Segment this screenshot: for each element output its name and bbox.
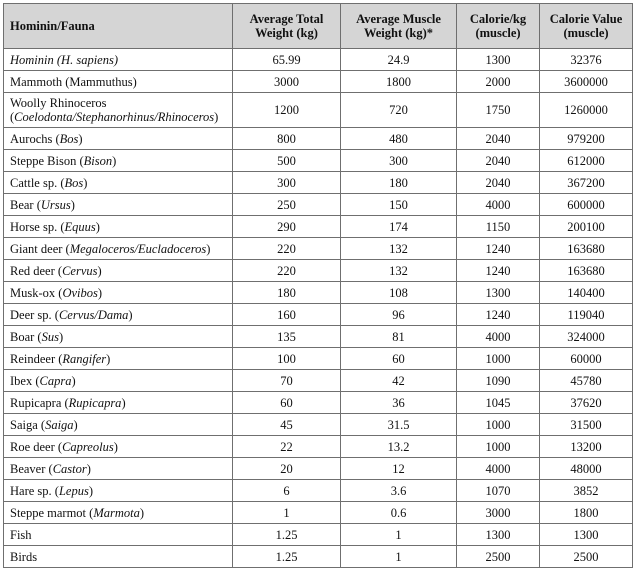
average-total-weight-cell: 300	[233, 172, 341, 194]
calorie-value-cell: 45780	[540, 370, 633, 392]
table-row	[4, 260, 633, 282]
species-name-cell	[4, 128, 233, 150]
species-common-text: Woolly Rhinoceros	[10, 96, 107, 110]
species-common-text: Ibex (	[10, 373, 40, 388]
header-average-total-weight: Average Total Weight (kg)	[233, 4, 341, 49]
average-muscle-weight-cell: 24.9	[341, 49, 457, 71]
species-common-text: )	[128, 307, 133, 322]
average-muscle-weight-cell: 60	[341, 348, 457, 370]
species-common-text: Musk-ox (	[10, 285, 63, 300]
species-genus-text: Equus	[64, 219, 96, 234]
species-common-text: Boar (	[10, 329, 42, 344]
species-name-cell	[4, 370, 233, 392]
species-genus-text: Lepus	[58, 483, 89, 498]
species-name-cell	[4, 71, 233, 93]
average-total-weight-cell: 135	[233, 326, 341, 348]
species-name-cell	[4, 326, 233, 348]
calorie-per-kg-cell: 4000	[457, 326, 540, 348]
species-common-text: Red deer (	[10, 263, 63, 278]
average-total-weight-cell: 250	[233, 194, 341, 216]
calorie-per-kg-cell: 2000	[457, 71, 540, 93]
species-name-cell	[4, 150, 233, 172]
average-total-weight-cell: 800	[233, 128, 341, 150]
species-common-text: Birds	[10, 549, 38, 564]
calorie-per-kg-cell: 1240	[457, 238, 540, 260]
species-name-cell	[4, 216, 233, 238]
table-row	[4, 71, 633, 93]
calorie-per-kg-cell: 2040	[457, 172, 540, 194]
species-common-text: Steppe Bison (	[10, 153, 84, 168]
average-muscle-weight-cell: 108	[341, 282, 457, 304]
table-row	[4, 194, 633, 216]
species-genus-text: Rupicapra	[68, 395, 122, 410]
species-common-text: )	[106, 351, 111, 366]
calorie-value-cell: 324000	[540, 326, 633, 348]
table-row	[4, 172, 633, 194]
species-name-cell	[4, 194, 233, 216]
table-row	[4, 458, 633, 480]
calorie-value-cell: 1800	[540, 502, 633, 524]
average-muscle-weight-cell: 150	[341, 194, 457, 216]
calorie-value-cell: 200100	[540, 216, 633, 238]
calorie-value-cell: 60000	[540, 348, 633, 370]
species-genus-text: )	[113, 52, 118, 67]
species-common-text: )	[95, 219, 100, 234]
calorie-value-cell: 3600000	[540, 71, 633, 93]
species-common-text: )	[70, 197, 75, 212]
table-row	[4, 326, 633, 348]
species-genus-text: H. sapiens	[61, 52, 114, 67]
species-common-text: )	[121, 395, 126, 410]
species-genus-text: Bison	[83, 153, 113, 168]
header-average-muscle-weight: Average Muscle Weight (kg)*	[341, 4, 457, 49]
species-common-text: Cattle sp. (	[10, 175, 65, 190]
species-common-text: )	[86, 461, 91, 476]
average-total-weight-cell: 65.99	[233, 49, 341, 71]
table-row	[4, 93, 633, 128]
species-name-cell	[4, 49, 233, 71]
average-total-weight-cell: 1	[233, 502, 341, 524]
average-muscle-weight-cell: 3.6	[341, 480, 457, 502]
species-genus-text: Capreolus	[62, 439, 114, 454]
species-common-text: )	[97, 285, 103, 300]
average-muscle-weight-cell: 1	[341, 524, 457, 546]
calorie-per-kg-cell: 1150	[457, 216, 540, 238]
calorie-per-kg-cell: 2040	[457, 150, 540, 172]
average-total-weight-cell: 100	[233, 348, 341, 370]
calorie-per-kg-cell: 3000	[457, 502, 540, 524]
table-row	[4, 414, 633, 436]
table-body	[4, 49, 633, 568]
species-common-text: )	[206, 241, 211, 256]
table-row	[4, 238, 633, 260]
species-common-text: )	[73, 417, 78, 432]
average-muscle-weight-cell: 132	[341, 238, 457, 260]
average-total-weight-cell: 1.25	[233, 546, 341, 568]
header-hominin-fauna: Hominin/Fauna	[4, 4, 233, 49]
species-name-cell	[4, 172, 233, 194]
average-total-weight-cell: 60	[233, 392, 341, 414]
table-row	[4, 524, 633, 546]
average-muscle-weight-cell: 81	[341, 326, 457, 348]
calorie-per-kg-cell: 2040	[457, 128, 540, 150]
calorie-per-kg-cell: 1300	[457, 524, 540, 546]
species-common-text: Deer sp. (	[10, 307, 59, 322]
average-total-weight-cell: 22	[233, 436, 341, 458]
species-common-text: )	[78, 131, 83, 146]
average-muscle-weight-cell: 180	[341, 172, 457, 194]
average-total-weight-cell: 20	[233, 458, 341, 480]
calorie-per-kg-cell: 4000	[457, 194, 540, 216]
species-genus-text: Saiga	[45, 417, 74, 432]
species-common-text: Bear (	[10, 197, 41, 212]
species-common-text: Steppe marmot (	[10, 505, 94, 520]
average-muscle-weight-cell: 1800	[341, 71, 457, 93]
header-calorie-per-kg: Calorie/kg (muscle)	[457, 4, 540, 49]
species-common-text: )	[58, 329, 64, 344]
average-muscle-weight-cell: 1	[341, 546, 457, 568]
calorie-value-cell: 13200	[540, 436, 633, 458]
calorie-per-kg-cell: 1045	[457, 392, 540, 414]
average-muscle-weight-cell: 96	[341, 304, 457, 326]
species-genus-text: Rangifer	[62, 351, 107, 366]
table-row	[4, 546, 633, 568]
average-total-weight-cell: 1.25	[233, 524, 341, 546]
species-common-text: )	[113, 439, 118, 454]
calorie-value-cell: 48000	[540, 458, 633, 480]
calorie-value-cell: 3852	[540, 480, 633, 502]
species-name-cell	[4, 480, 233, 502]
average-total-weight-cell: 290	[233, 216, 341, 238]
species-common-text: Mammoth (Mammuthus)	[10, 74, 137, 89]
table-row	[4, 282, 633, 304]
table-row	[4, 150, 633, 172]
calorie-value-cell: 163680	[540, 238, 633, 260]
calorie-value-cell: 1260000	[540, 93, 633, 128]
species-name-cell	[4, 546, 233, 568]
calorie-value-cell: 612000	[540, 150, 633, 172]
average-muscle-weight-cell: 174	[341, 216, 457, 238]
average-muscle-weight-cell: 132	[341, 260, 457, 282]
average-muscle-weight-cell: 300	[341, 150, 457, 172]
species-common-text: Roe deer (	[10, 439, 63, 454]
table-row	[4, 436, 633, 458]
table-row	[4, 49, 633, 71]
table-row	[4, 128, 633, 150]
species-genus-text: Capra	[39, 373, 72, 388]
average-total-weight-cell: 500	[233, 150, 341, 172]
calorie-per-kg-cell: 1000	[457, 436, 540, 458]
species-common-text: )	[83, 175, 88, 190]
species-name-cell	[4, 260, 233, 282]
species-genus-text: Bos	[64, 175, 84, 190]
species-common-text: (	[10, 110, 15, 124]
species-common-text: Saiga (	[10, 417, 46, 432]
average-muscle-weight-cell: 720	[341, 93, 457, 128]
species-name-cell	[4, 238, 233, 260]
species-genus-text: Cervus	[62, 263, 98, 278]
calorie-per-kg-cell: 1000	[457, 414, 540, 436]
species-genus-text: Castor	[52, 461, 87, 476]
average-total-weight-cell: 6	[233, 480, 341, 502]
species-genus-text: Hominin (	[10, 52, 62, 67]
average-muscle-weight-cell: 480	[341, 128, 457, 150]
calorie-value-cell: 979200	[540, 128, 633, 150]
species-name-cell	[4, 414, 233, 436]
table-row	[4, 480, 633, 502]
calorie-value-cell: 119040	[540, 304, 633, 326]
calorie-value-cell: 37620	[540, 392, 633, 414]
calorie-value-cell: 140400	[540, 282, 633, 304]
average-total-weight-cell: 220	[233, 238, 341, 260]
average-muscle-weight-cell: 13.2	[341, 436, 457, 458]
species-genus-text: Megaloceros/Eucladoceros	[69, 241, 207, 256]
species-common-text: )	[97, 263, 102, 278]
calorie-value-cell: 1300	[540, 524, 633, 546]
average-total-weight-cell: 220	[233, 260, 341, 282]
calorie-per-kg-cell: 1000	[457, 348, 540, 370]
calorie-value-cell: 2500	[540, 546, 633, 568]
species-common-text: )	[214, 110, 219, 124]
species-genus-text: Ursus	[40, 197, 71, 212]
average-muscle-weight-cell: 0.6	[341, 502, 457, 524]
calorie-per-kg-cell: 1750	[457, 93, 540, 128]
table-row	[4, 348, 633, 370]
average-total-weight-cell: 3000	[233, 71, 341, 93]
calorie-value-cell: 367200	[540, 172, 633, 194]
average-total-weight-cell: 180	[233, 282, 341, 304]
species-genus-text: Sus	[41, 329, 59, 344]
species-name-cell	[4, 282, 233, 304]
species-name-cell	[4, 436, 233, 458]
table-row	[4, 304, 633, 326]
species-genus-text: Bos	[59, 131, 79, 146]
calorie-per-kg-cell: 1240	[457, 304, 540, 326]
average-total-weight-cell: 45	[233, 414, 341, 436]
species-genus-text: Cervus/Dama	[58, 307, 129, 322]
species-name-cell	[4, 524, 233, 546]
calorie-per-kg-cell: 1240	[457, 260, 540, 282]
table-row	[4, 216, 633, 238]
species-common-text: Beaver (	[10, 461, 53, 476]
species-common-text: Fish	[10, 527, 32, 542]
species-name-cell	[4, 93, 233, 128]
species-name-cell	[4, 392, 233, 414]
species-genus-text: Marmota	[93, 505, 140, 520]
header-calorie-value: Calorie Value (muscle)	[540, 4, 633, 49]
average-muscle-weight-cell: 42	[341, 370, 457, 392]
header-row	[4, 4, 633, 49]
species-common-text: Giant deer (	[10, 241, 70, 256]
species-common-text: )	[71, 373, 76, 388]
calorie-value-cell: 600000	[540, 194, 633, 216]
species-name-cell	[4, 348, 233, 370]
table-row	[4, 502, 633, 524]
calorie-value-cell: 163680	[540, 260, 633, 282]
average-total-weight-cell: 160	[233, 304, 341, 326]
species-common-text: Hare sp. (	[10, 483, 59, 498]
table-row	[4, 370, 633, 392]
calorie-value-cell: 32376	[540, 49, 633, 71]
species-name-cell	[4, 458, 233, 480]
average-muscle-weight-cell: 31.5	[341, 414, 457, 436]
species-common-text: Aurochs (	[10, 131, 60, 146]
average-muscle-weight-cell: 12	[341, 458, 457, 480]
fauna-calorie-table	[3, 3, 633, 568]
calorie-per-kg-cell: 4000	[457, 458, 540, 480]
species-name-cell	[4, 304, 233, 326]
species-common-text: Rupicapra (	[10, 395, 69, 410]
species-common-text: Horse sp. (	[10, 219, 65, 234]
calorie-per-kg-cell: 1070	[457, 480, 540, 502]
species-name-cell	[4, 502, 233, 524]
average-muscle-weight-cell: 36	[341, 392, 457, 414]
calorie-per-kg-cell: 1300	[457, 49, 540, 71]
average-total-weight-cell: 70	[233, 370, 341, 392]
species-genus-text: Ovibos	[62, 285, 98, 300]
calorie-value-cell: 31500	[540, 414, 633, 436]
calorie-per-kg-cell: 1300	[457, 282, 540, 304]
calorie-per-kg-cell: 2500	[457, 546, 540, 568]
species-common-text: Reindeer (	[10, 351, 63, 366]
species-common-text: )	[112, 153, 117, 168]
calorie-per-kg-cell: 1090	[457, 370, 540, 392]
table-row	[4, 392, 633, 414]
species-genus-text: Coelodonta/Stephanorhinus/Rhinoceros	[14, 110, 215, 124]
average-total-weight-cell: 1200	[233, 93, 341, 128]
species-common-text: )	[88, 483, 93, 498]
species-common-text: )	[139, 505, 145, 520]
